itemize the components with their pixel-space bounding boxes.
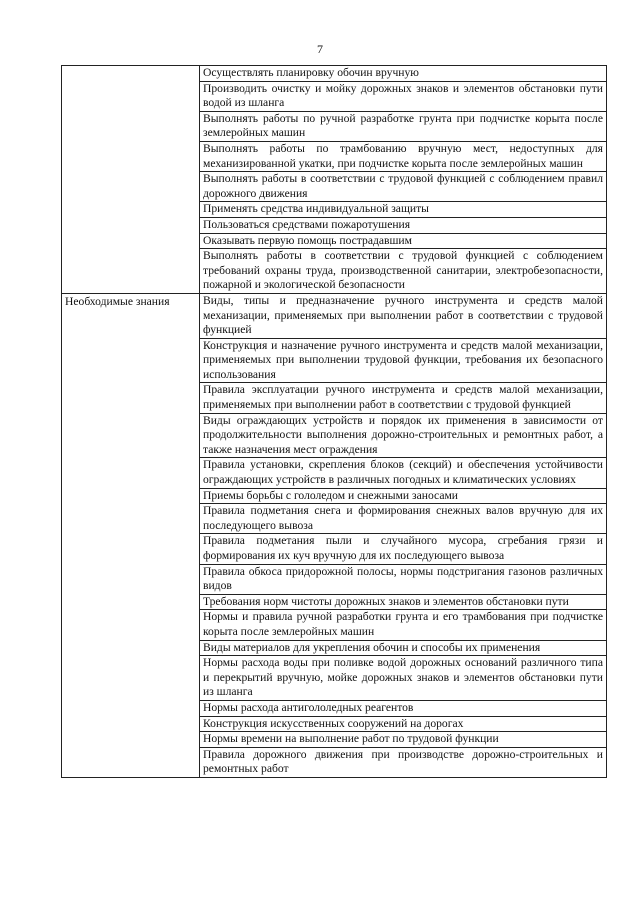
item-cell (200, 564, 607, 594)
table-row (62, 293, 607, 338)
item-text: Виды, типы и предназначение ручного инструмента и средств малой механизации, применяемых при выполнении работ в соответствии с трудовой функцией (203, 293, 603, 337)
item-text: Виды ограждающих устройств и порядок их применения в зависимости от продолжительности выполнения дорожно-строительных и ремонтных работ, а также назначения мест ограждения (203, 413, 603, 456)
table-body (62, 66, 607, 778)
item-cell (200, 732, 607, 748)
item-cell (200, 111, 607, 141)
category-label: Необходимые знания (65, 294, 170, 308)
item-cell (200, 383, 607, 413)
item-cell (200, 249, 607, 294)
item-text: Выполнять работы в соответствии с трудовой функцией с соблюдением требований охраны труда, производственной санитарии, электробезопасности, пожарной и экологической безопасности (203, 249, 603, 292)
category-cell (62, 66, 200, 294)
item-cell (200, 202, 607, 218)
item-text: Виды материалов для укрепления обочин и способы их применения (203, 640, 541, 654)
item-text: Производить очистку и мойку дорожных знаков и элементов обстановки пути водой из шланга (203, 81, 603, 110)
item-cell (200, 293, 607, 338)
item-cell (200, 594, 607, 610)
item-cell (200, 217, 607, 233)
item-cell (200, 338, 607, 383)
item-text: Требования норм чистоты дорожных знаков и элементов обстановки пути (203, 594, 569, 608)
item-cell (200, 488, 607, 504)
item-text: Нормы и правила ручной разработки грунта и его трамбования при подчистке корыта после землеройных машин (203, 610, 603, 638)
item-text: Нормы времени на выполнение работ по трудовой функции (203, 732, 499, 746)
item-cell (200, 716, 607, 732)
category-label (65, 66, 196, 67)
page-number: 7 (317, 42, 323, 56)
item-text: Применять средства индивидуальной защиты (203, 202, 429, 216)
item-text: Правила подметания снега и формирования снежных валов вручную для их последующего вывоза (203, 504, 603, 532)
item-cell (200, 233, 607, 249)
item-text: Нормы расхода воды при поливке водой дорожных оснований различного типа и перекрытий вручную, мойке дорожных знаков и элементов обстановки пути из шланга (203, 656, 603, 699)
item-text: Выполнять работы по трамбованию вручную мест, недоступных для механизированной укатки, при подчистке корыта после землеройных машин (203, 141, 603, 170)
item-cell (200, 747, 607, 777)
item-cell (200, 458, 607, 488)
item-cell (200, 656, 607, 701)
item-cell (200, 610, 607, 640)
item-text: Выполнять работы по ручной разработке грунта при подчистке корыта после землеройных машин (203, 111, 603, 140)
table-row (62, 66, 607, 82)
item-cell (200, 700, 607, 716)
item-cell (200, 504, 607, 534)
item-text: Конструкция и назначение ручного инструмента и средств малой механизации, применяемых при выполнении трудовой функции, требования их безопасного использования (203, 338, 603, 381)
item-cell (200, 640, 607, 656)
item-text: Осуществлять планировку обочин вручную (203, 66, 419, 79)
competency-table (61, 65, 607, 778)
item-cell (200, 141, 607, 171)
item-text: Пользоваться средствами пожаротушения (203, 217, 411, 231)
item-text: Конструкция искусственных сооружений на дорогах (203, 716, 464, 730)
item-text: Правила установки, скрепления блоков (секций) и обеспечения устойчивости ограждающих устройств в различных погодных и климатических условиях (203, 458, 603, 487)
item-text: Правила эксплуатации ручного инструмента и средств малой механизации, применяемых при выполнении работ в соответствии с трудовой функцией (203, 383, 603, 412)
item-text: Оказывать первую помощь пострадавшим (203, 233, 412, 247)
item-cell (200, 66, 607, 82)
item-text: Приемы борьбы с гололедом и снежными заносами (203, 488, 459, 502)
item-cell (200, 172, 607, 202)
category-cell (62, 293, 200, 777)
item-text: Выполнять работы в соответствии с трудовой функцией с соблюдением правил дорожного движения (203, 172, 603, 200)
item-text: Правила дорожного движения при производстве дорожно-строительных и ремонтных работ (203, 747, 603, 776)
item-text: Правила подметания пыли и случайного мусора, сгребания грязи и формирования их куч вручную для их последующего вывоза (203, 534, 603, 562)
item-text: Правила обкоса придорожной полосы, нормы подстригания газонов различных видов (203, 564, 603, 593)
item-cell (200, 534, 607, 564)
item-cell (200, 413, 607, 458)
item-text: Нормы расхода антигололедных реагентов (203, 700, 414, 714)
item-cell (200, 81, 607, 111)
